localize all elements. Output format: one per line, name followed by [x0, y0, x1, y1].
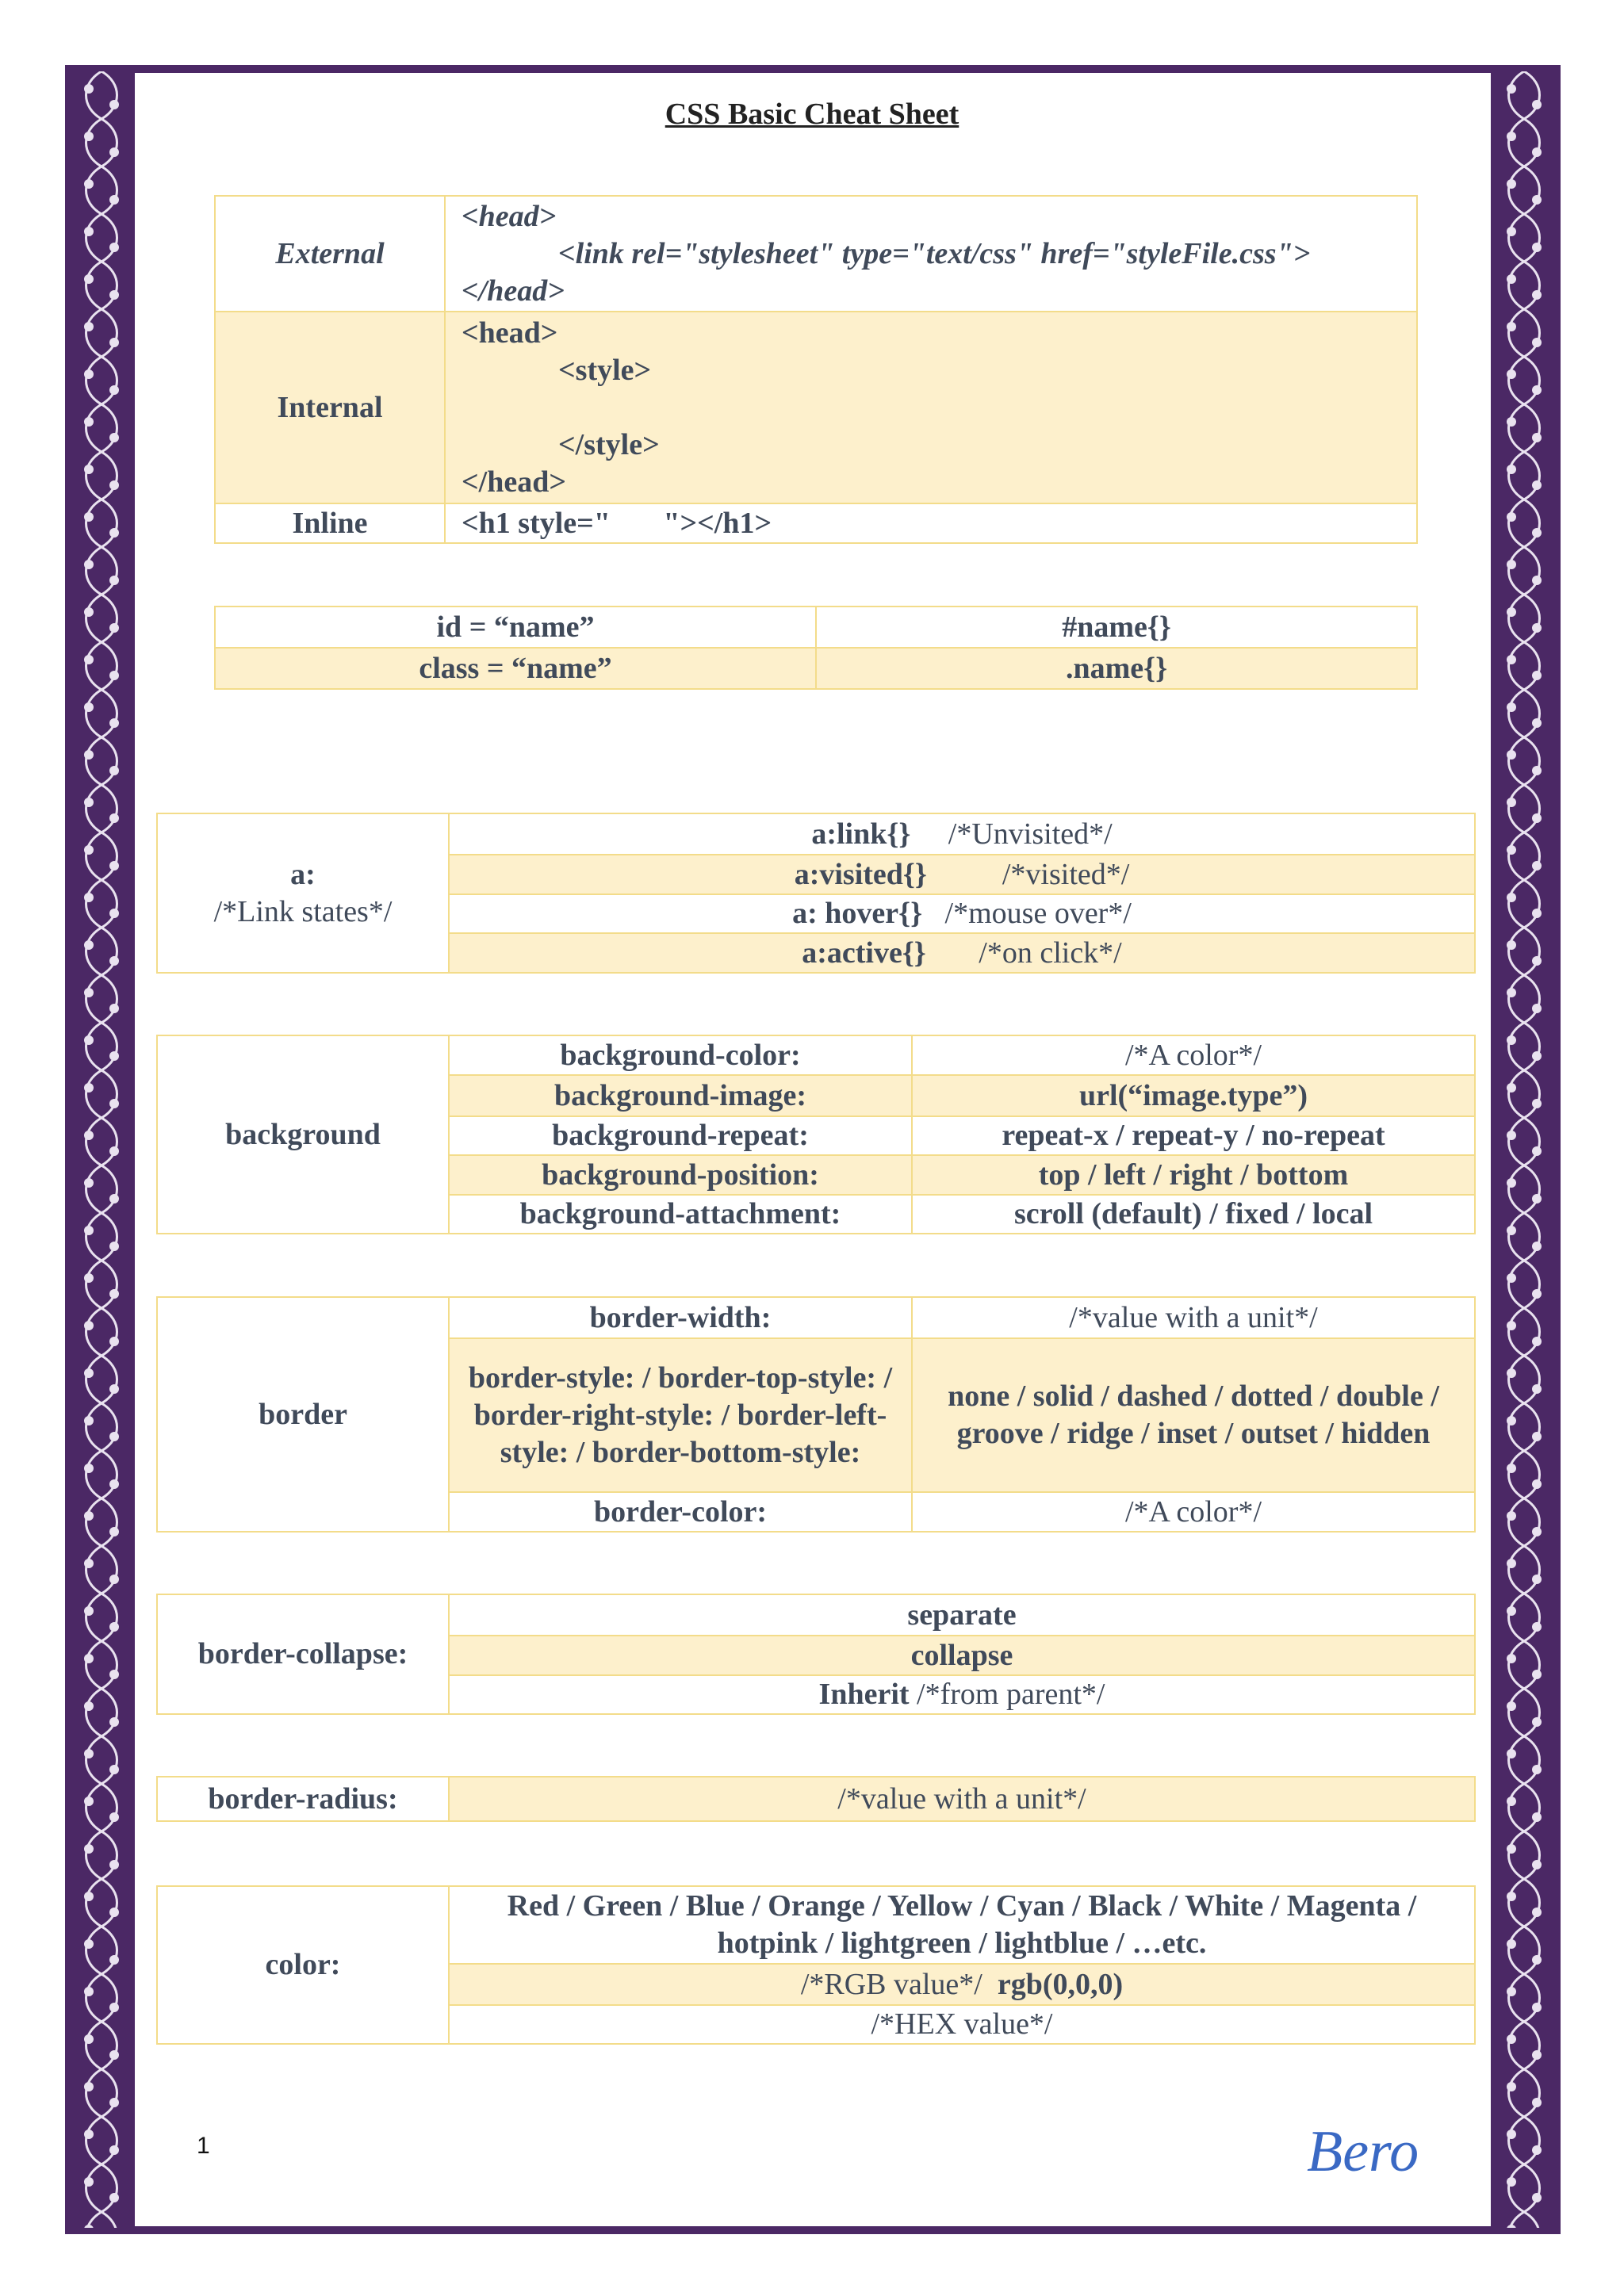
background-property: background-repeat: [449, 1116, 912, 1155]
external-row [215, 196, 1417, 312]
link-state-cell [449, 894, 1475, 933]
border-property: border-width: [449, 1297, 912, 1338]
internal-code [445, 312, 1417, 503]
border-table [156, 1296, 1476, 1533]
id-selector-row [215, 607, 1417, 648]
border-radius-value: /*value with a unit*/ [449, 1777, 1475, 1821]
border-value: none / solid / dashed / dotted / double / groove / ridge / inset / outset / hidden [912, 1338, 1475, 1492]
code-line: <style> [558, 353, 652, 387]
background-property: background-attachment: [449, 1195, 912, 1234]
include-methods-table [214, 195, 1418, 544]
code-line: <link rel="stylesheet" type="text/css" href="styleFile.css"> [558, 236, 1311, 270]
link-selector: a:visited{} [794, 857, 927, 891]
signature-logo: Bero [1307, 2119, 1419, 2184]
link-states-label-cell [157, 813, 449, 973]
class-selector-row [215, 648, 1417, 689]
inherit-keyword: Inherit [818, 1678, 910, 1711]
rgb-note: /*RGB value*/ [800, 1967, 982, 2001]
link-note: /*visited*/ [1002, 857, 1130, 891]
border-value: /*value with a unit*/ [912, 1297, 1475, 1338]
code-line: <head> [462, 199, 557, 233]
code-line: </style> [558, 427, 660, 461]
internal-row [215, 312, 1417, 503]
inline-row [215, 503, 1417, 543]
class-attribute: class = “name” [215, 648, 816, 689]
code-line: </head> [462, 465, 566, 499]
border-collapse-inherit-cell [449, 1675, 1475, 1714]
right-vine-border-ornament [1496, 71, 1553, 2228]
background-property: background-color: [449, 1035, 912, 1075]
link-selector: a:active{} [802, 936, 926, 970]
border-collapse-row [157, 1594, 1475, 1636]
background-label: background [157, 1035, 449, 1234]
color-hex-note: /*HEX value*/ [449, 2005, 1475, 2044]
link-selector: a:link{} [811, 817, 911, 851]
border-property: border-style: / border-top-style: / border-right-style: / border-left-style: / border-bottom-style: [449, 1338, 912, 1492]
id-css-selector: #name{} [816, 607, 1417, 648]
border-collapse-label: border-collapse: [157, 1594, 449, 1714]
link-state-cell [449, 813, 1475, 855]
inline-code: <h1 style=" "></h1> [445, 503, 1417, 543]
link-states-label: a: [290, 857, 316, 891]
background-table [156, 1035, 1476, 1234]
page-title: CSS Basic Cheat Sheet [665, 98, 959, 131]
inherit-note: /*from parent*/ [917, 1678, 1105, 1711]
color-table [156, 1885, 1476, 2045]
color-label: color: [157, 1886, 449, 2044]
border-collapse-table [156, 1594, 1476, 1715]
code-line [462, 389, 1408, 427]
code-line: <head> [462, 316, 558, 350]
background-value: /*A color*/ [912, 1035, 1475, 1075]
border-property: border-color: [449, 1492, 912, 1532]
link-states-comment: /*Link states*/ [213, 894, 393, 928]
border-label: border [157, 1297, 449, 1532]
rgb-value: rgb(0,0,0) [997, 1967, 1124, 2001]
inline-label: Inline [215, 503, 445, 543]
border-radius-row [157, 1777, 1475, 1821]
border-collapse-value: separate [449, 1594, 1475, 1636]
link-states-table [156, 813, 1476, 974]
color-row [157, 1886, 1475, 1964]
background-row [157, 1035, 1475, 1075]
background-value: top / left / right / bottom [912, 1155, 1475, 1195]
left-vine-border-ornament [73, 71, 130, 2228]
background-property: background-image: [449, 1075, 912, 1116]
border-collapse-value: collapse [449, 1636, 1475, 1675]
border-row [157, 1297, 1475, 1338]
background-property: background-position: [449, 1155, 912, 1195]
link-state-row [157, 813, 1475, 855]
external-label: External [215, 196, 445, 312]
background-value: repeat-x / repeat-y / no-repeat [912, 1116, 1475, 1155]
internal-label: Internal [215, 312, 445, 503]
code-line: </head> [462, 274, 565, 308]
page-number: 1 [197, 2133, 210, 2159]
background-value: scroll (default) / fixed / local [912, 1195, 1475, 1234]
color-names: Red / Green / Blue / Orange / Yellow / Cyan / Black / White / Magenta / hotpink / lightgreen / lightblue / …etc. [449, 1886, 1475, 1964]
link-state-cell [449, 855, 1475, 894]
link-note: /*Unvisited*/ [948, 817, 1113, 851]
link-state-cell [449, 933, 1475, 973]
color-rgb-cell [449, 1964, 1475, 2005]
id-attribute: id = “name” [215, 607, 816, 648]
class-css-selector: .name{} [816, 648, 1417, 689]
link-note: /*mouse over*/ [944, 897, 1132, 930]
border-radius-table [156, 1776, 1476, 1822]
link-note: /*on click*/ [979, 936, 1122, 970]
link-selector: a: hover{} [792, 897, 923, 930]
border-value: /*A color*/ [912, 1492, 1475, 1532]
selectors-table [214, 606, 1418, 690]
border-radius-label: border-radius: [157, 1777, 449, 1821]
background-value: url(“image.type”) [912, 1075, 1475, 1116]
external-code [445, 196, 1417, 312]
